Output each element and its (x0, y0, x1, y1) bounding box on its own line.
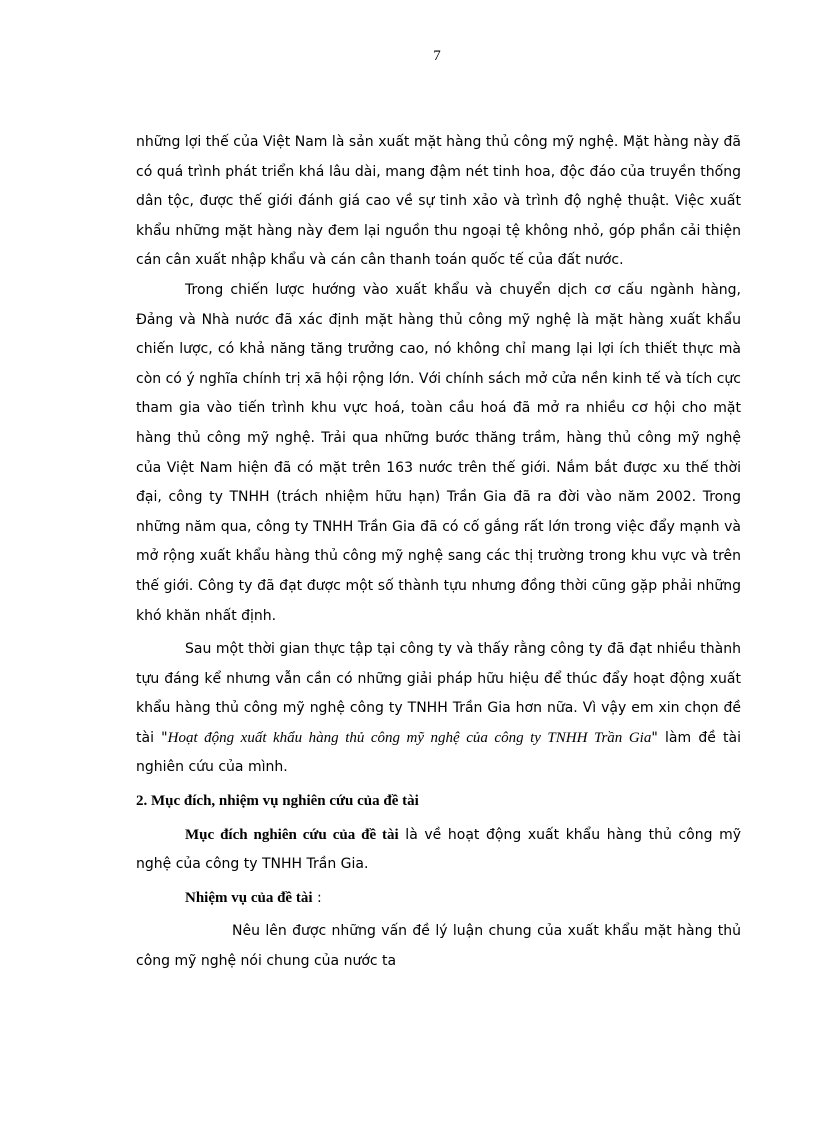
purpose-text: là về hoạt động xuất khẩu hàng thủ công mỹ nghệ của công ty TNHH Trần Gia. (136, 826, 741, 873)
paragraph-task-one: Nêu lên được những vấn đề lý luận chung của xuất khẩu mặt hàng thủ công mỹ nghệ nói chung của nước ta (136, 923, 741, 970)
topic-title: Hoạt động xuất khẩu hàng thủ công mỹ nghệ của công ty TNHH Trần Gia (167, 729, 652, 746)
tasks-colon: : (312, 889, 322, 906)
paragraph-topic-choice (136, 635, 741, 783)
paragraph-purpose (136, 821, 741, 880)
purpose-label: Mục đích nghiên cứu của đề tài (185, 826, 399, 843)
tasks-heading (136, 884, 741, 914)
section-heading: 2. Mục đích, nhiệm vụ nghiên cứu của đề tài (136, 793, 419, 810)
paragraph-strategy: Trong chiến lược hướng vào xuất khẩu và chuyển dịch cơ cấu ngành hàng, Đảng và Nhà nước đã xác định mặt hàng thủ công mỹ nghệ là mặt hàng xuất khẩu chiến lược, có khả năng tăng trưởng cao, nó không chỉ mang lại lợi ích thiết thực mà còn có ý nghĩa chính trị xã hội rộng lớn. Với chính sách mở cửa nền kinh tế và tích cực tham gia vào tiến trình khu vực hoá, toàn cầu hoá đã mở ra nhiều cơ hội cho mặt hàng thủ công mỹ nghệ. Trải qua những bước thăng trầm, hàng thủ công mỹ nghệ của Việt Nam hiện đã có mặt trên 163 nước trên thế giới. Nắm bắt được xu thế thời đại, công ty TNHH (trách nhiệm hữu hạn) Trần Gia đã ra đời vào năm 2002. Trong những năm qua, công ty TNHH Trần Gia đã có cố gắng rất lớn trong việc đẩy mạnh và mở rộng xuất khẩu hàng thủ công mỹ nghệ sang các thị trường trong khu vực và trên thế giới. Công ty đã đạt được một số thành tựu nhưng đồng thời cũng gặp phải những khó khăn nhất định. (136, 281, 741, 624)
document-body (136, 128, 741, 977)
paragraph-advantages: những lợi thế của Việt Nam là sản xuất mặt hàng thủ công mỹ nghệ. Mặt hàng này đã có quá trình phát triển khá lâu dài, mang đậm nét tinh hoa, độc đáo của truyền thống dân tộc, được thế giới đánh giá cao về sự tinh xảo và trình độ nghệ thuật. Việc xuất khẩu những mặt hàng này đem lại nguồn thu ngoại tệ không nhỏ, góp phần cải thiện cán cân xuất nhập khẩu và cán cân thanh toán quốc tế của đất nước. (136, 134, 741, 269)
tasks-label: Nhiệm vụ của đề tài (185, 889, 313, 906)
topic-intro-text: Sau một thời gian thực tập tại công ty và thấy rằng công ty đã đạt nhiều thành tựu đáng kể nhưng vẫn cần có những giải pháp hữu hiệu để thúc đẩy hoạt động xuất khẩu hàng thủ công mỹ nghệ công ty TNHH Trần Gia hơn nữa. Vì vậy em xin chọn đề tài " (136, 641, 741, 746)
topic-outro-text: " làm đề tài nghiên cứu của mình. (136, 729, 742, 776)
page-number: 7 (433, 48, 441, 64)
